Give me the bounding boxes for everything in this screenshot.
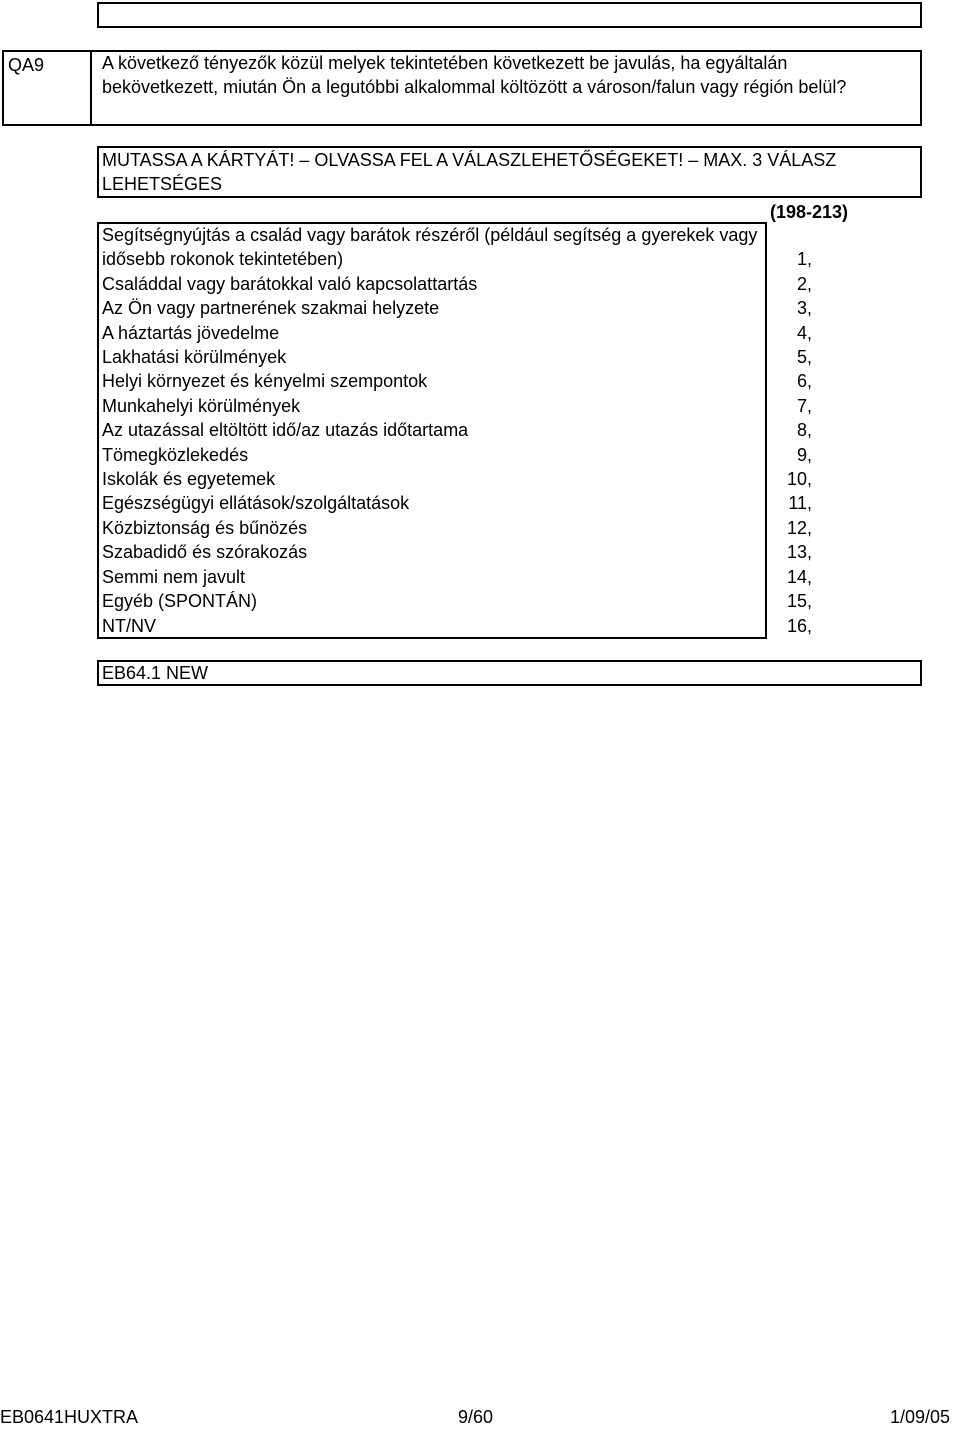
answer-option-label: Semmi nem javult: [102, 566, 246, 587]
answer-option: [102, 614, 822, 638]
answer-option-code: 11,: [788, 493, 812, 514]
answer-option-label: Egészségügyi ellátások/szolgáltatások: [102, 493, 410, 514]
answer-option-label: NT/NV: [102, 615, 156, 636]
answer-option-code: 6,: [796, 371, 812, 392]
answer-option: [102, 321, 822, 345]
answer-option-label: Tömegközlekedés: [102, 444, 249, 465]
answer-option-label: Családdal vagy barátokkal való kapcsolattartás: [102, 273, 478, 294]
answer-option: [102, 443, 822, 467]
question-id: QA9: [8, 55, 45, 75]
footer-date: 1/09/05: [890, 1407, 951, 1427]
answer-option-label: Közbiztonság és bűnözés: [102, 517, 308, 538]
question-text: A következő tényezők közül melyek tekintetében következett be javulás, ha egyáltalán bekövetkezett, miután Ön a legutóbbi alkalommal költözött a városon/falun vagy régión belül?: [102, 53, 847, 97]
footer-page-number: 9/60: [458, 1407, 494, 1427]
instruction-text: MUTASSA A KÁRTYÁT! – OLVASSA FEL A VÁLASZLEHETŐSÉGEKET! – MAX. 3 VÁLASZ LEHETSÉGES: [102, 150, 837, 194]
answer-option-label: Segítségnyújtás a család vagy barátok részéről (például segítség a gyerekek vagy idősebb rokonok tekintetében): [102, 225, 758, 270]
options-list: [102, 223, 822, 638]
answer-option-label: Iskolák és egyetemek: [102, 469, 276, 490]
answer-option-code: 9,: [796, 444, 812, 465]
answer-option-code: 4,: [796, 322, 812, 343]
answer-option: [102, 491, 822, 515]
answer-option-label: Munkahelyi körülmények: [102, 395, 301, 416]
answer-option-label: A háztartás jövedelme: [102, 322, 280, 343]
answer-option: [102, 540, 822, 564]
answer-option-code: 5,: [796, 347, 812, 368]
footer-document-id: EB0641HUXTRA: [0, 1407, 139, 1427]
answer-option: [102, 418, 822, 442]
answer-option-label: Szabadidő és szórakozás: [102, 542, 308, 563]
answer-option-code: 16,: [786, 615, 812, 636]
answer-option: [102, 272, 822, 296]
answer-option: [102, 589, 822, 613]
answer-option-code: 7,: [796, 395, 812, 416]
answer-option: [102, 467, 822, 491]
answer-option: [102, 394, 822, 418]
code-range: (198-213): [770, 202, 849, 222]
answer-option: [102, 296, 822, 320]
answer-option-code: 10,: [786, 469, 812, 490]
source-box: [97, 660, 922, 686]
answer-option-code: 3,: [796, 298, 812, 319]
header-empty-box: [97, 2, 922, 28]
answer-option: [102, 565, 822, 589]
question-divider: [90, 50, 92, 126]
answer-option-label: Az utazással eltöltött idő/az utazás időtartama: [102, 420, 469, 441]
answer-option: [102, 223, 822, 272]
answer-option-code: 12,: [786, 517, 812, 538]
answer-option: [102, 369, 822, 393]
answer-option-code: 13,: [786, 542, 812, 563]
answer-option-code: 8,: [796, 420, 812, 441]
answer-option: [102, 516, 822, 540]
answer-option-code: 1,: [796, 249, 812, 270]
answer-option-code: 2,: [796, 273, 812, 294]
answer-option-label: Helyi környezet és kényelmi szempontok: [102, 371, 428, 392]
source-label: EB64.1 NEW: [102, 663, 209, 683]
answer-option-label: Egyéb (SPONTÁN): [102, 591, 258, 612]
answer-option-label: Lakhatási körülmények: [102, 347, 287, 368]
answer-option: [102, 345, 822, 369]
answer-option-label: Az Ön vagy partnerének szakmai helyzete: [102, 298, 440, 319]
answer-option-code: 15,: [786, 591, 812, 612]
answer-option-code: 14,: [786, 566, 812, 587]
